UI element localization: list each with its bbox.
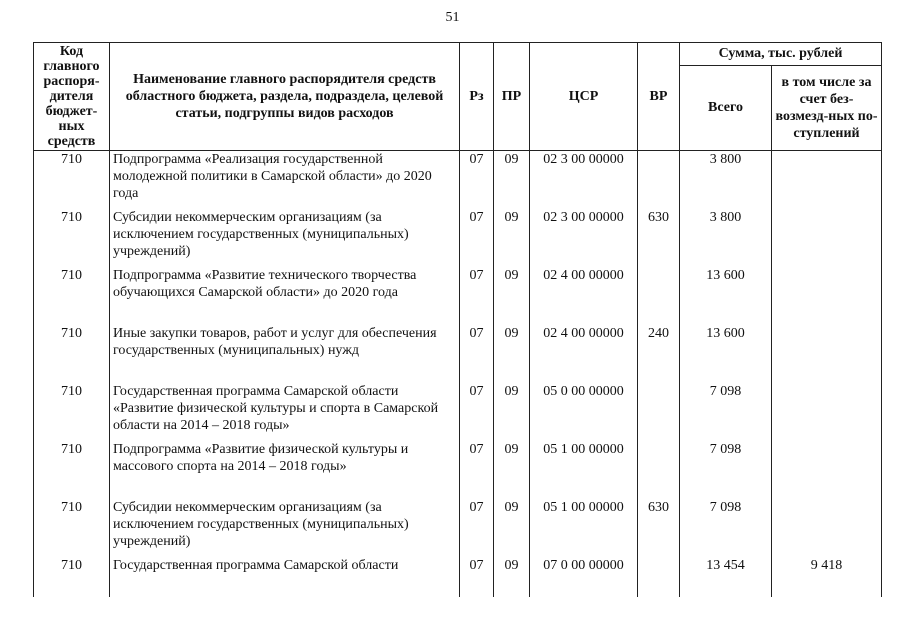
table-row	[34, 441, 882, 499]
cell-vr: 630	[638, 209, 680, 267]
cell-pr: 09	[494, 557, 530, 597]
cell-vr	[638, 383, 680, 441]
cell-rz: 07	[460, 151, 494, 210]
cell-csr: 07 0 00 00000	[530, 557, 638, 597]
cell-code: 710	[34, 441, 110, 499]
cell-free	[772, 209, 882, 267]
cell-name: Иные закупки товаров, работ и услуг для обеспечения государственных (муниципальных) нужд	[110, 325, 460, 383]
cell-pr: 09	[494, 267, 530, 325]
cell-csr: 05 0 00 00000	[530, 383, 638, 441]
cell-pr: 09	[494, 151, 530, 210]
cell-free	[772, 383, 882, 441]
cell-csr: 02 4 00 00000	[530, 267, 638, 325]
cell-total: 7 098	[680, 441, 772, 499]
header-csr: ЦСР	[530, 43, 638, 151]
budget-table	[33, 42, 882, 597]
cell-name: Государственная программа Самарской области	[110, 557, 460, 597]
cell-total: 3 800	[680, 151, 772, 210]
cell-code: 710	[34, 325, 110, 383]
cell-pr: 09	[494, 325, 530, 383]
cell-free	[772, 151, 882, 210]
table-body	[34, 151, 882, 598]
cell-total: 13 600	[680, 267, 772, 325]
cell-pr: 09	[494, 383, 530, 441]
table-row	[34, 383, 882, 441]
cell-vr	[638, 267, 680, 325]
cell-free	[772, 325, 882, 383]
cell-code: 710	[34, 557, 110, 597]
cell-csr: 05 1 00 00000	[530, 441, 638, 499]
cell-rz: 07	[460, 499, 494, 557]
cell-rz: 07	[460, 325, 494, 383]
cell-pr: 09	[494, 209, 530, 267]
header-vr: ВР	[638, 43, 680, 151]
cell-rz: 07	[460, 441, 494, 499]
header-total: Всего	[680, 65, 772, 150]
cell-code: 710	[34, 267, 110, 325]
cell-vr: 240	[638, 325, 680, 383]
cell-name: Государственная программа Самарской области «Развитие физической культуры и спорта в Самарской области на 2014 – 2018 годы»	[110, 383, 460, 441]
header-sum-group: Сумма, тыс. рублей	[680, 43, 882, 66]
cell-rz: 07	[460, 383, 494, 441]
cell-vr	[638, 557, 680, 597]
cell-free	[772, 441, 882, 499]
cell-total: 13 454	[680, 557, 772, 597]
cell-rz: 07	[460, 557, 494, 597]
cell-name: Подпрограмма «Реализация государственной молодежной политики в Самарской области» до 2020 года	[110, 151, 460, 210]
cell-code: 710	[34, 209, 110, 267]
cell-free	[772, 267, 882, 325]
cell-pr: 09	[494, 499, 530, 557]
cell-csr: 02 3 00 00000	[530, 151, 638, 210]
cell-vr	[638, 441, 680, 499]
cell-code: 710	[34, 383, 110, 441]
cell-name: Подпрограмма «Развитие технического творчества обучающихся Самарской области» до 2020 года	[110, 267, 460, 325]
cell-total: 3 800	[680, 209, 772, 267]
cell-free: 9 418	[772, 557, 882, 597]
cell-name: Субсидии некоммерческим организациям (за исключением государственных (муниципальных) учреждений)	[110, 209, 460, 267]
table-row	[34, 267, 882, 325]
table-row	[34, 209, 882, 267]
header-rz: Рз	[460, 43, 494, 151]
table-header	[34, 43, 882, 151]
cell-name: Субсидии некоммерческим организациям (за исключением государственных (муниципальных) учреждений)	[110, 499, 460, 557]
cell-csr: 02 4 00 00000	[530, 325, 638, 383]
table-row	[34, 557, 882, 597]
table-row	[34, 151, 882, 210]
cell-rz: 07	[460, 267, 494, 325]
cell-total: 7 098	[680, 499, 772, 557]
header-code: Код главного распоря-дителя бюджет-ных средств	[34, 43, 110, 151]
page-number: 51	[445, 10, 460, 25]
cell-free	[772, 499, 882, 557]
cell-vr: 630	[638, 499, 680, 557]
table-row	[34, 499, 882, 557]
cell-rz: 07	[460, 209, 494, 267]
cell-vr	[638, 151, 680, 210]
cell-total: 13 600	[680, 325, 772, 383]
header-pr: ПР	[494, 43, 530, 151]
cell-csr: 02 3 00 00000	[530, 209, 638, 267]
header-free: в том числе за счет без-возмезд-ных по-ступлений	[772, 65, 882, 150]
cell-pr: 09	[494, 441, 530, 499]
header-name: Наименование главного распорядителя средств областного бюджета, раздела, подраздела, целевой статьи, подгруппы видов расходов	[110, 43, 460, 151]
cell-name: Подпрограмма «Развитие физической культуры и массового спорта на 2014 – 2018 годы»	[110, 441, 460, 499]
cell-total: 7 098	[680, 383, 772, 441]
cell-csr: 05 1 00 00000	[530, 499, 638, 557]
cell-code: 710	[34, 499, 110, 557]
cell-code: 710	[34, 151, 110, 210]
table-row	[34, 325, 882, 383]
